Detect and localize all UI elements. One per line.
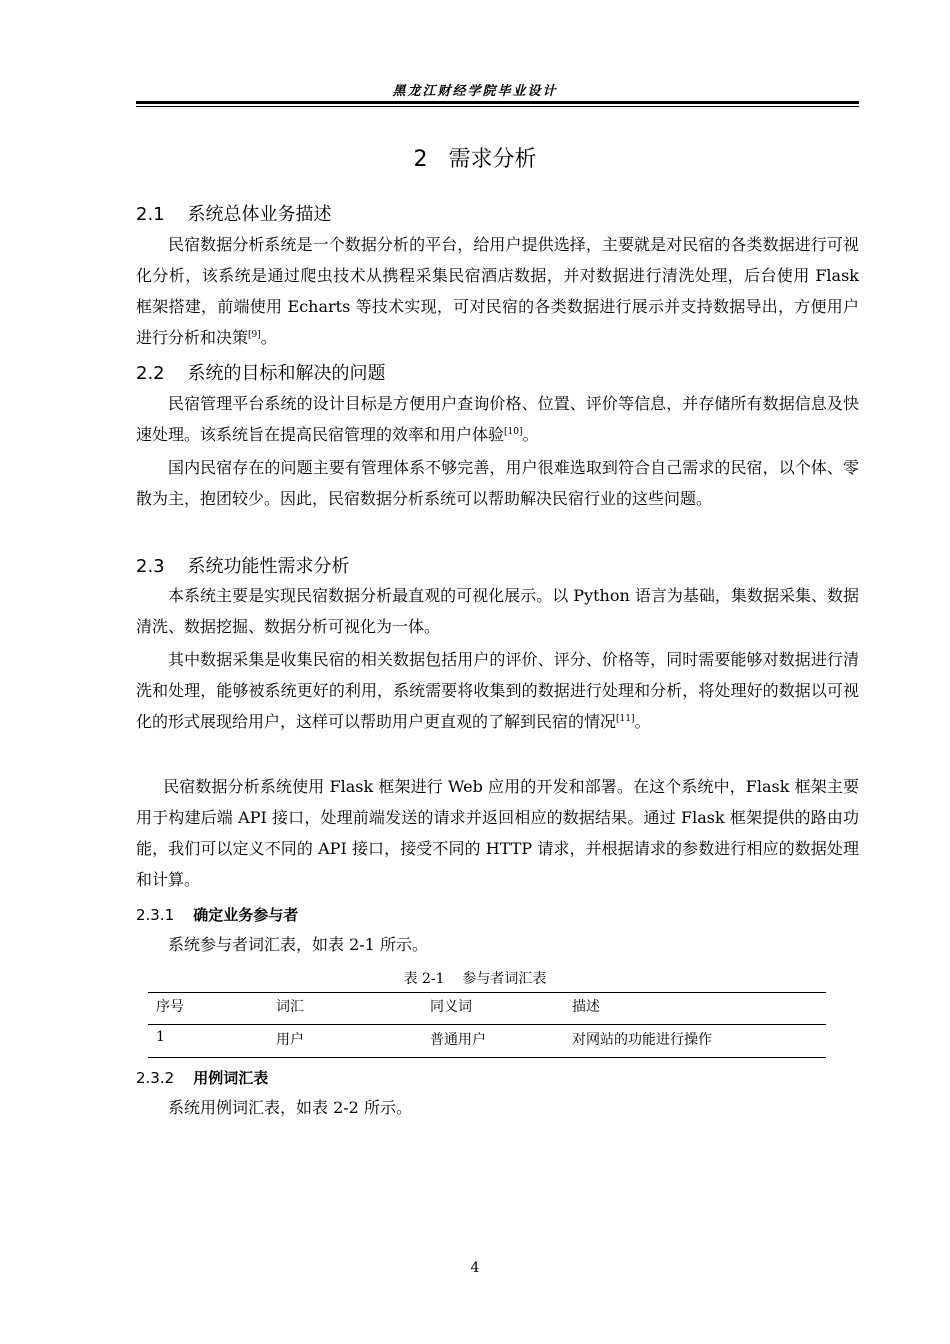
paragraph-text: 其中数据采集是收集民宿的相关数据包括用户的评价、评分、价格等，同时需要能够对数据进行清洗和处理，能够被系统更好的利用，系统需要将收集到的数据进行处理和分析，将处理好的数据以可视化的形式展现给用户，这样可以帮助用户更直观的了解到民宿的情况 (136, 650, 859, 731)
paragraph-end: 。 (634, 712, 651, 731)
paragraph-text: 民宿数据分析系统是一个数据分析的平台，给用户提供选择，主要就是对民宿的各类数据进行可视化分析，该系统是通过爬虫技术从携程采集民宿酒店数据，并对数据进行清洗处理，后台使用 Flask 框架搭建，前端使用 Echarts 等技术实现，可对民宿的各类数据进行展示并支持数据导出，方便用户进行分析和决策 (136, 235, 859, 347)
running-header: 黑龙江财经学院毕业设计 (392, 84, 558, 99)
table-top-rule (148, 992, 826, 993)
paragraph-2-2-2: 国内民宿存在的问题主要有管理体系不够完善，用户很难选取到符合自己需求的民宿，以个体、零散为主，抱团较少。因此，民宿数据分析系统可以帮助解决民宿行业的这些问题。 (136, 458, 859, 508)
section-title: 系统功能性需求分析 (187, 556, 350, 577)
section-title: 系统总体业务描述 (187, 204, 332, 225)
table-caption (0, 968, 950, 988)
paragraph-2-2-1 (136, 388, 859, 450)
table-bottom-rule (148, 1057, 826, 1058)
paragraph-2-3-3: 民宿数据分析系统使用 Flask 框架进行 Web 应用的开发和部署。在这个系统中，Flask 框架主要用于构建后端 API 接口，处理前端发送的请求并返回相应的数据结果。通过 Flask 框架提供的路由功能，我们可以定义不同的 API 接口，接受不同的 HTTP 请求，并根据请求的参数进行相应的数据处理和计算。 (136, 777, 859, 889)
table-header-cell: 词汇 (276, 999, 304, 1015)
table-cell: 1 (156, 1029, 165, 1045)
table-header-rule (148, 1024, 826, 1025)
paragraph-end: 。 (522, 425, 539, 444)
citation: [10] (504, 427, 523, 437)
subsection-number: 2.3.2 (136, 1069, 175, 1087)
citation: [9] (248, 330, 261, 340)
table-header-cell: 同义词 (430, 999, 472, 1015)
section-title: 系统的目标和解决的问题 (187, 363, 386, 384)
paragraph-2-3-1-1: 系统参与者词汇表，如表 2-1 所示。 (168, 935, 428, 954)
table-caption-title: 参与者词汇表 (462, 971, 547, 987)
table-caption-number: 表 2-1 (403, 971, 445, 987)
paragraph-text: 民宿管理平台系统的设计目标是方便用户查询价格、位置、评价等信息，并存储所有数据信息及快速处理。该系统旨在提高民宿管理的效率和用户体验 (136, 394, 859, 444)
subsection-title: 用例词汇表 (193, 1069, 269, 1087)
paragraph-2-1-1 (136, 229, 859, 353)
chapter-number: 2 (413, 147, 428, 172)
section-number: 2.1 (136, 204, 165, 225)
paragraph-2-3-2-1: 系统用例词汇表，如表 2-2 所示。 (168, 1098, 412, 1117)
section-heading-2-1 (136, 200, 332, 226)
table-header-cell: 序号 (156, 999, 184, 1015)
chapter-title-text: 需求分析 (448, 147, 537, 172)
section-number: 2.3 (136, 556, 165, 577)
section-heading-2-2 (136, 359, 386, 385)
subsection-heading-2-3-2 (136, 1067, 268, 1088)
citation: [11] (616, 714, 635, 724)
paragraph-end: 。 (260, 328, 277, 347)
subsection-heading-2-3-1 (136, 904, 298, 925)
page-number: 4 (470, 1260, 480, 1276)
subsection-number: 2.3.1 (136, 906, 175, 924)
subsection-title: 确定业务参与者 (193, 906, 299, 924)
table-cell: 用户 (276, 1032, 304, 1048)
chapter-title (0, 142, 950, 173)
paragraph-2-3-2 (136, 644, 859, 737)
section-number: 2.2 (136, 363, 165, 384)
table-cell: 普通用户 (430, 1032, 486, 1048)
header-rule-thick (136, 101, 859, 104)
table-header-cell: 描述 (572, 999, 600, 1015)
table-cell: 对网站的功能进行操作 (572, 1032, 712, 1048)
header-rule-thin (136, 106, 859, 107)
paragraph-2-3-1: 本系统主要是实现民宿数据分析最直观的可视化展示。以 Python 语言为基础，集数据采集、数据清洗、数据挖掘、数据分析可视化为一体。 (136, 586, 859, 636)
section-heading-2-3 (136, 552, 350, 578)
